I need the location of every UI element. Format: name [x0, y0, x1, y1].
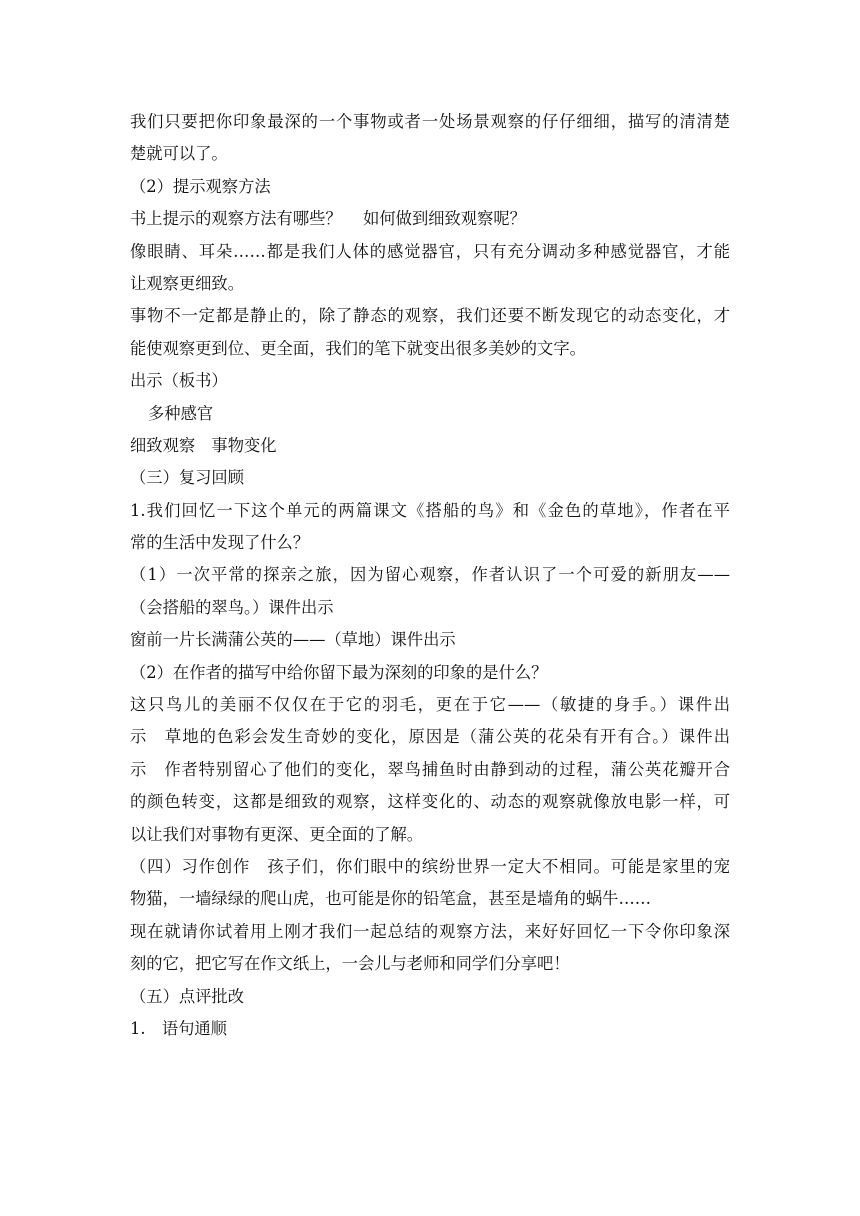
text-line: 现在就请你试着用上刚才我们一起总结的观察方法，来好好回忆一下令你印象深 — [130, 921, 730, 941]
text-line: 的颜色转变，这都是细致的观察，这样变化的、动态的观察就像放电影一样，可 — [130, 792, 730, 812]
text-line: 物猫，一墙绿绿的爬山虎，也可能是你的铅笔盒，甚至是墙角的蜗牛…… — [130, 889, 652, 909]
text-line: 出示（板书） — [130, 371, 228, 391]
section-heading: （2）提示观察方法 — [130, 176, 271, 196]
section-heading: （三）复习回顾 — [130, 468, 244, 488]
text-line: 1.我们回忆一下这个单元的两篇课文《搭船的鸟》和《金色的草地》，作者在平 — [130, 500, 730, 520]
text-line: 示 草地的色彩会发生奇妙的变化，原因是（蒲公英的花朵有开有合。）课件出 — [130, 727, 730, 747]
text-line: 书上提示的观察方法有哪些？ 如何做到细致观察呢？ — [130, 209, 526, 229]
board-item: 多种感官 — [148, 403, 214, 423]
text-line: 我们只要把你印象最深的一个事物或者一处场景观察的仔仔细细，描写的清清楚 — [130, 112, 730, 131]
text-line: 常的生活中发现了什么？ — [130, 533, 310, 553]
text-line: 让观察更细致。 — [130, 273, 244, 293]
text-line: （2）在作者的描写中给你留下最为深刻的印象的是什么？ — [130, 662, 548, 682]
text-line: （1）一次平常的探亲之旅，因为留心观察，作者认识了一个可爱的新朋友—— — [130, 565, 730, 585]
section-heading: （四）习作创作 孩子们，你们眼中的缤纷世界一定大不相同。可能是家里的宠 — [130, 856, 730, 876]
text-line: 事物不一定都是静止的，除了静态的观察，我们还要不断发现它的动态变化，才 — [130, 306, 730, 326]
text-line: 像眼睛、耳朵……都是我们人体的感觉器官，只有充分调动多种感觉器官，才能 — [130, 241, 730, 261]
document-page — [130, 106, 730, 1045]
text-line: 能使观察更到位、更全面，我们的笔下就变出很多美妙的文字。 — [130, 338, 586, 358]
text-line: 这只鸟儿的美丽不仅仅在于它的羽毛，更在于它——（敏捷的身手。）课件出 — [130, 695, 730, 715]
text-line: 刻的它，把它写在作文纸上，一会儿与老师和同学们分享吧！ — [130, 954, 570, 974]
text-line: 以让我们对事物有更深、更全面的了解。 — [130, 824, 424, 844]
text-line: （会搭船的翠鸟。）课件出示 — [130, 597, 334, 617]
text-line: 楚就可以了。 — [130, 144, 228, 164]
text-line: 窗前一片长满蒲公英的——（草地）课件出示 — [130, 630, 456, 650]
section-heading: （五）点评批改 — [130, 986, 244, 1006]
document-body — [130, 106, 730, 1045]
board-item: 细致观察 事物变化 — [130, 435, 277, 455]
text-line: 示 作者特别留心了他们的变化，翠鸟捕鱼时由静到动的过程，蒲公英花瓣开合 — [130, 759, 730, 779]
list-item: 1. 语句通顺 — [130, 1018, 227, 1038]
